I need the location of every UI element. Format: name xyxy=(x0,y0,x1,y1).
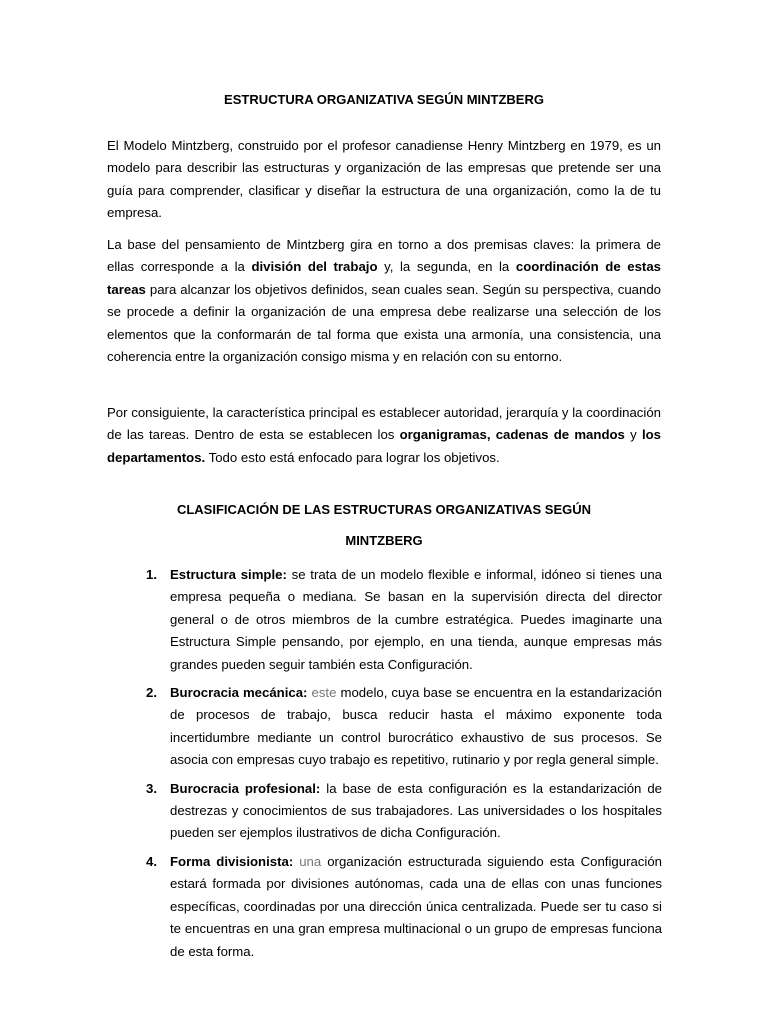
list-item xyxy=(146,851,662,963)
list-item xyxy=(146,682,662,772)
bold-coordinacion-tareas: coordinación de estas tareas xyxy=(107,259,661,297)
paragraph-conclusion xyxy=(107,402,661,469)
paragraph-intro: El Modelo Mintzberg, construido por el profesor canadiense Henry Mintzberg en 1979, es un modelo para describir las estructuras y organización de las empresas que pretende ser una guía para comprender, clasificar y diseñar la estructura de una organización, como la de tu empresa. xyxy=(107,138,661,221)
paragraph-premises-text-3: para alcanzar los objetivos definidos, sean cuales sean. Según su perspectiva, cuando se procede a definir la organización de una empresa debe realizarse una selección de los elementos que la conformarán de tal forma que exista una armonía, una consistencia, una coherencia entre la organización consigo misma y en relación con su entorno. xyxy=(107,281,661,365)
list-item-title: Burocracia mecánica: xyxy=(170,685,308,701)
list-item-number: 1. xyxy=(146,567,157,582)
bold-division-del-trabajo: división del trabajo xyxy=(251,259,378,275)
list-item-title: Burocracia profesional: xyxy=(170,780,321,796)
paragraph-premises-text-1: La base del pensamiento de Mintzberg gira en torno a dos premisas claves: la primera de ellas corresponde a la xyxy=(107,237,661,275)
list-item-text: se trata de un modelo flexible e informal, idóneo si tienes una empresa pequeña o mediana. Se basan en la supervisión directa del director general o de otros miembros de la cumbre estratégica. Puedes imaginarte una Estructura Simple pensando, por ejemplo, en una tienda, aunque empresas más grandes pueden seguir también esta Configuración. xyxy=(170,567,662,672)
list-item-title: Estructura simple: xyxy=(170,567,287,582)
list-item-number: 4. xyxy=(146,853,157,869)
paragraph-conclusion-text-1: Por consiguiente, la característica principal es establecer autoridad, jerarquía y la coordinación de las tareas. Dentro de esta se establecen los xyxy=(107,405,661,443)
paragraph-conclusion-text-3: Todo esto está enfocado para lograr los objetivos. xyxy=(205,449,500,465)
list-item-lead: este xyxy=(307,685,337,701)
list-item-number: 2. xyxy=(146,685,157,701)
list-item-lead: una xyxy=(293,853,322,869)
bold-departamentos: los departamentos. xyxy=(107,427,661,465)
list-item-text: modelo, cuya base se encuentra en la estandarización de procesos de trabajo, busca reducir hasta el máximo exponente toda incertidumbre mediante un control burocrático exhaustivo de sus procesos. Se asocia con empresas cuyo trabajo es repetitivo, rutinario y por regla general simple. xyxy=(170,685,662,768)
paragraph-premises-text-2: y, la segunda, en la xyxy=(377,259,516,275)
section-subtitle-line-1: CLASIFICACIÓN DE LAS ESTRUCTURAS ORGANIZATIVAS SEGÚN xyxy=(176,502,592,517)
list-item-number: 3. xyxy=(146,780,157,796)
list-item-title: Forma divisionista: xyxy=(170,853,294,869)
bold-organigramas: organigramas, cadenas de mandos xyxy=(399,427,625,443)
document-title: ESTRUCTURA ORGANIZATIVA SEGÚN MINTZBERG xyxy=(224,92,544,107)
list-item xyxy=(146,564,662,676)
list-item xyxy=(146,778,662,845)
paragraph-conclusion-text-2: y xyxy=(624,427,642,443)
paragraph-premises xyxy=(107,234,661,368)
classification-list xyxy=(146,564,662,969)
section-subtitle-line-2: MINTZBERG xyxy=(345,533,423,548)
list-item-text: organización estructurada siguiendo esta Configuración estará formada por divisiones autónomas, cada una de ellas con unas funciones específicas, coordinadas por una dirección única centralizada. Puede ser tu caso si te encuentras en una gran empresa multinacional o un grupo de empresas funciona de esta forma. xyxy=(170,853,662,959)
list-item-text: la base de esta configuración es la estandarización de destrezas y conocimientos de sus trabajadores. Las universidades o los hospitales pueden ser ejemplos ilustrativos de dicha Configuración. xyxy=(170,780,663,841)
